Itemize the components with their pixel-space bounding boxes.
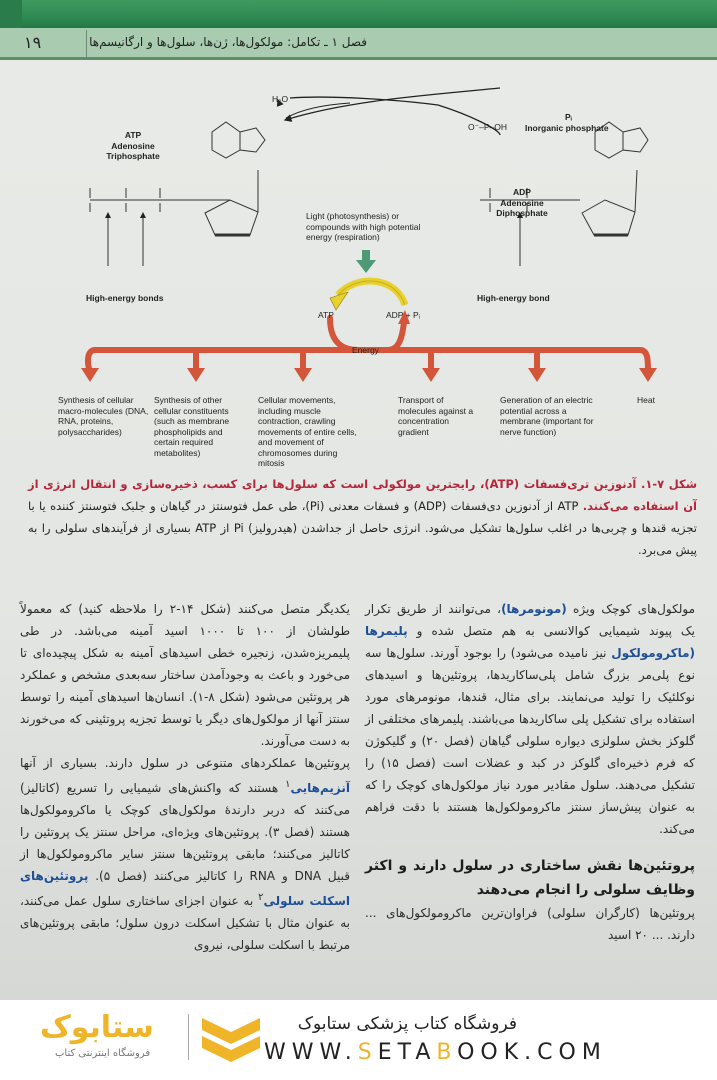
url-part: ETA [377, 1040, 437, 1065]
atp-label: ATP [124, 130, 142, 140]
adp-name-2: Diphosphate [496, 208, 548, 218]
watermark-footer [0, 1000, 717, 1080]
term-cytoskeleton: پروتئین‌های اسکلت سلولی [20, 869, 351, 908]
text-span: پروتئین‌ها عملکردهای متنوعی در سلول دارند. بسیاری از آنها [20, 756, 350, 770]
figure-caption [28, 473, 697, 561]
footnote-ref-2: ۲ [258, 892, 264, 903]
output-movements: Cellular movements, including muscle contraction, crawling movements of entire cells, and movement of chromosomes during mitosis [258, 395, 357, 468]
text-span: هستند که واکنش‌های شیمیایی را تسریع (کاتالیز) می‌کنند که دربر دارندهٔ مولکول‌های کوچک یا ماکرومولکول‌ها هستند (فصل ۳). پروتئین‌های ویژه‌ای، مراحل سنتز یک پروتئین را کاتالیز می‌کنند؛ مابقی پروتئین‌ها سنتز سایر ماکرومولکول‌ها از قبیل DNA و RNA را کاتالیز می‌کنند (فصل ۵). [20, 781, 351, 883]
high-energy-bonds-label: High-energy bonds [86, 293, 164, 303]
output-constituents: Synthesis of other cellular constituents (such as membrane phospholipids and certain required metabolites) [154, 395, 230, 458]
right-column [365, 598, 695, 946]
adp-label: ADP [513, 187, 531, 197]
text-span: مولکول‌های کوچک ویژه [566, 602, 695, 616]
store-name: فروشگاه کتاب پزشکی ستابوک [297, 1014, 517, 1034]
url-part: WWW. [264, 1040, 358, 1065]
page-number: ۱۹ [24, 33, 42, 52]
text-span: به عنوان اجزای ساختاری سلول عمل می‌کنند، به عنوان مثال با تشکیل اسکلت درون سلول؛ مابقی پروتئین‌های مرتبط با اسکلت سلولی، نیروی [20, 894, 350, 952]
high-energy-bond-label: High-energy bond [477, 293, 550, 303]
atp-title [98, 130, 168, 162]
chevron-logo-icon [200, 1014, 262, 1064]
output-macromolecules: Synthesis of cellular macro-molecules (DNA, RNA, proteins, polysaccharides) [58, 395, 149, 437]
text-span: نیز نامیده می‌شود) را بوجود آورند. سلول‌ها سه نوع پلی‌مر بزرگ شامل پلی‌ساکاریدها، پروتئین‌ها و اسیدهای نوکلئیک را تولید می‌نمایند. برای مثال، قندها، مونومرهای مورد استفاده برای تشکیل پلی ساکاریدها می‌باشند. پلیمرهای مختلفی از گلوکز بخش سلولزی دیواره سلولی گیاهان (فصل ۲۰) و گلیکوژن که فرم ذخیره‌ای گلوکز در کبد و عضلات است (فصل ۱۵) را تشکیل می‌دهند. سلول مقادیر مورد نیاز مولکول‌های کوچک را که به عنوان پیش‌ساز سنتز ماکرومولکول‌ها هستند با دقت فراهم می‌کند. [365, 646, 695, 836]
caption-title: شکل ۷-۱. آدنوزین تری‌فسفات (ATP)، رایجترین مولکولی است که سلول‌ها برای کسب، ذخیره‌سازی و انتقال انرژی از آن استفاده می‌کنند. [28, 477, 698, 513]
energy-label: Energy [352, 345, 379, 355]
water-label: H₂O [272, 94, 289, 104]
atp-name-1: Adenosine [111, 140, 155, 151]
text-span: ، می‌توانند از طریق تکرار یک پیوند شیمیایی کوالانسی به هم متصل شده و [365, 602, 695, 638]
chapter-title: فصل ۱ ـ تکامل: مولکول‌ها، ژن‌ها، سلول‌ها و ارگانیسم‌ها [89, 35, 367, 49]
cycle-adp-label: ADP + Pᵢ [386, 310, 421, 320]
output-electric-potential: Generation of an electric potential across a membrane (important for nerve function) [500, 395, 594, 437]
section-heading: پروتئین‌ها نقش ساختاری در سلول دارند و اکثر وظایف سلولی را انجام می‌دهند [365, 858, 695, 898]
header-divider [86, 30, 87, 58]
paragraph-protein-functions [20, 752, 350, 956]
output-heat: Heat [637, 395, 655, 405]
top-color-band [0, 0, 717, 28]
atp-figure [0, 60, 717, 480]
url-part: OOK.COM [457, 1040, 607, 1065]
phosphate-formula: O⁻–P–OH [468, 122, 507, 132]
output-transport: Transport of molecules against a concentration gradient [398, 395, 474, 437]
atp-name-2: Triphosphate [106, 151, 160, 161]
store-logo-text: ستابوک [40, 1010, 154, 1045]
url-part-accent: S [357, 1040, 378, 1065]
adp-name-1: Adenosine [500, 197, 544, 208]
term-enzymes: آنزیم‌هایی [290, 781, 350, 795]
caption-body: ATP از آدنوزین دی‌فسفات (ADP) و فسفات معدنی (Pi)، طی عمل فتوسنتز در گیاهان و جلبک فتوسنتز کننده یا با تجزیه قندها و چربی‌ها در اغلب سلول‌ها تشکیل می‌شود. انرژی حاصل از جداشدن (هیدرولیز) Pi از ATP بسیاری از فرآیندهای سلولی را به پیش می‌برد. [28, 499, 697, 557]
pi-symbol: Pᵢ [565, 112, 572, 122]
energy-source-label: Light (photosynthesis) or compounds with high potential energy (respiration) [306, 211, 421, 242]
paragraph-amino-acids: یکدیگر متصل می‌کنند (شکل ۱۴-۲ را ملاحظه کنید) که معمولاً طولشان از ۱۰۰ تا ۱۰۰۰ اسید آمینه می‌باشد. در طی پلیمریزه‌شدن، زنجیره خطی اسیدهای آمینه به شکل پیچیده‌ای تا می‌خورد و باعث به وجودآمدن ساختار سه‌بعدی مشخص و عملکرد هر پروتئین می‌شود (شکل ۸-۱). انسان‌ها اسیدهای آمینه را توسط سنتز آنها از مولکول‌های دیگر یا توسط تجزیه پروتئینی که می‌خورند به دست می‌آورند. [20, 602, 351, 748]
paragraph-proteins: پروتئین‌ها (کارگران سلولی) فراوان‌ترین ماکرومولکول‌های ... دارند. ... ۲۰ اسید [365, 906, 695, 942]
store-logo-subtitle: فروشگاه اینترنتی کتاب [55, 1048, 151, 1059]
store-url[interactable] [264, 1040, 607, 1065]
running-header [0, 28, 717, 60]
url-part-accent: B [436, 1040, 458, 1065]
term-polymers: پلیمرها (ماکرومولکول [365, 624, 695, 660]
term-monomers: (مونومرها) [501, 602, 567, 616]
paragraph-monomers [365, 598, 695, 840]
adp-title [487, 187, 557, 219]
footnote-ref-1: ۱ [285, 779, 291, 790]
logo-divider [188, 1014, 189, 1060]
pi-name: Inorganic phosphate [525, 123, 609, 133]
cycle-atp-label: ATP [318, 310, 334, 320]
left-column [20, 598, 350, 956]
